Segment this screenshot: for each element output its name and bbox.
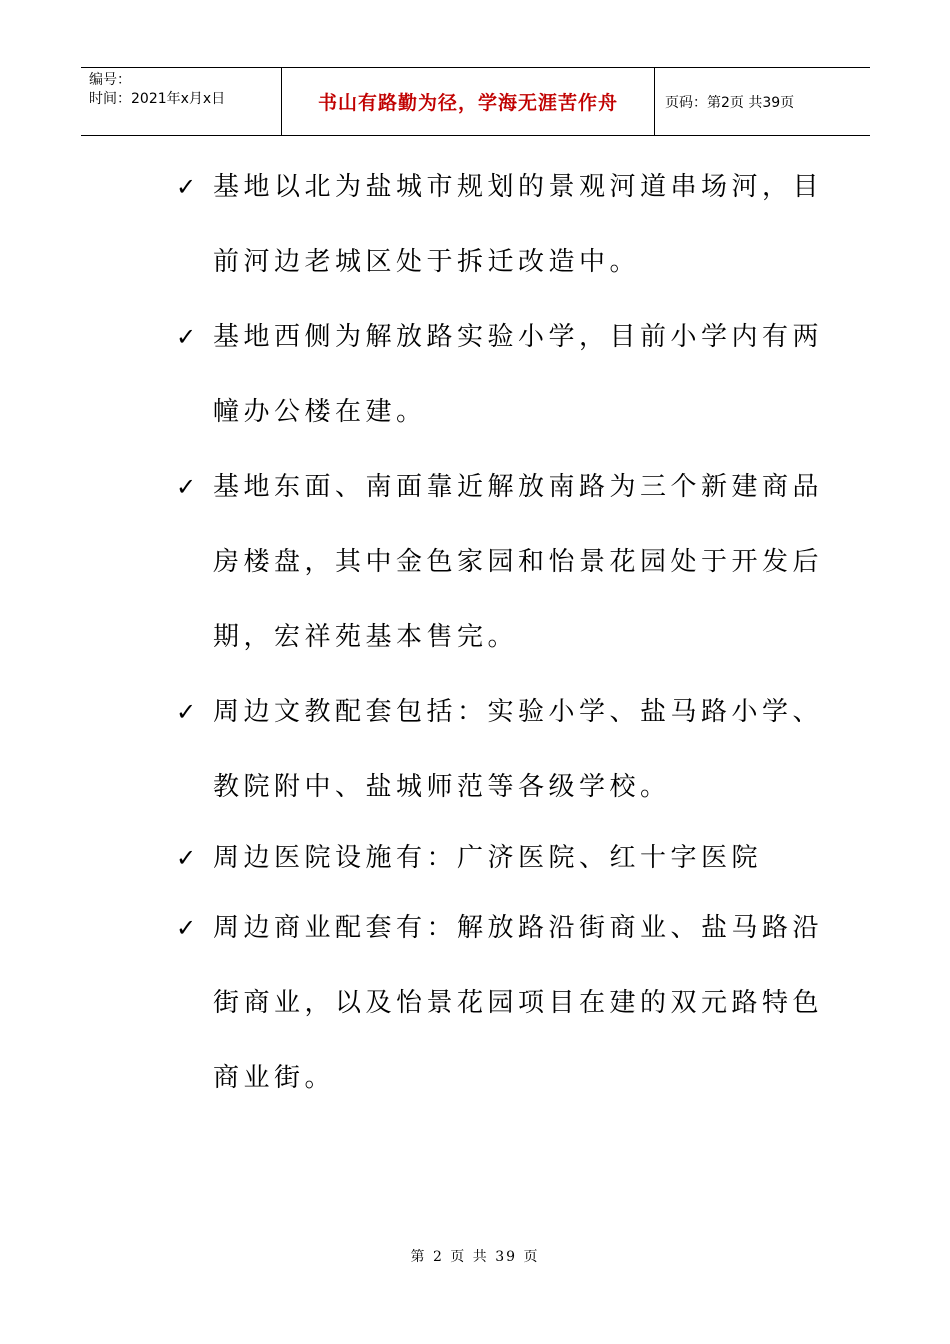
list-item-text: 周边商业配套有：解放路沿街商业、盐马路沿街商业，以及怡景花园项目在建的双元路特色商业街。	[213, 913, 824, 1093]
page-header	[81, 67, 870, 136]
document-number-label: 编号：	[89, 72, 131, 88]
header-motto-cell	[282, 68, 655, 135]
list-item	[176, 450, 826, 675]
checkmark-icon: ✓	[176, 698, 197, 726]
header-meta-cell	[81, 68, 282, 135]
checkmark-icon: ✓	[176, 844, 197, 872]
header-page-info: 页码：第2页 共39页	[665, 94, 795, 111]
document-body	[176, 150, 826, 1116]
list-item	[176, 300, 826, 450]
checkmark-icon: ✓	[176, 173, 197, 201]
list-item-text: 周边医院设施有：广济医院、红十字医院	[213, 843, 763, 873]
header-page-cell	[655, 68, 870, 135]
list-item	[176, 675, 826, 825]
document-time-label: 时间：2021年x月x日	[89, 91, 226, 107]
list-item	[176, 891, 826, 1116]
checkmark-icon: ✓	[176, 323, 197, 351]
header-motto: 书山有路勤为径，学海无涯苦作舟	[317, 92, 618, 114]
list-item-text: 周边文教配套包括：实验小学、盐马路小学、教院附中、盐城师范等各级学校。	[213, 697, 824, 802]
list-item-text: 基地西侧为解放路实验小学，目前小学内有两幢办公楼在建。	[213, 322, 824, 427]
list-item-text: 基地以北为盐城市规划的景观河道串场河，目前河边老城区处于拆迁改造中。	[213, 172, 824, 277]
checkmark-icon: ✓	[176, 914, 197, 942]
page-footer: 第 2 页 共 39 页	[410, 1249, 540, 1265]
list-item	[176, 150, 826, 300]
checkmark-icon: ✓	[176, 473, 197, 501]
list-item	[176, 825, 826, 891]
list-item-text: 基地东面、南面靠近解放南路为三个新建商品房楼盘，其中金色家园和怡景花园处于开发后期，宏祥苑基本售完。	[213, 472, 824, 652]
